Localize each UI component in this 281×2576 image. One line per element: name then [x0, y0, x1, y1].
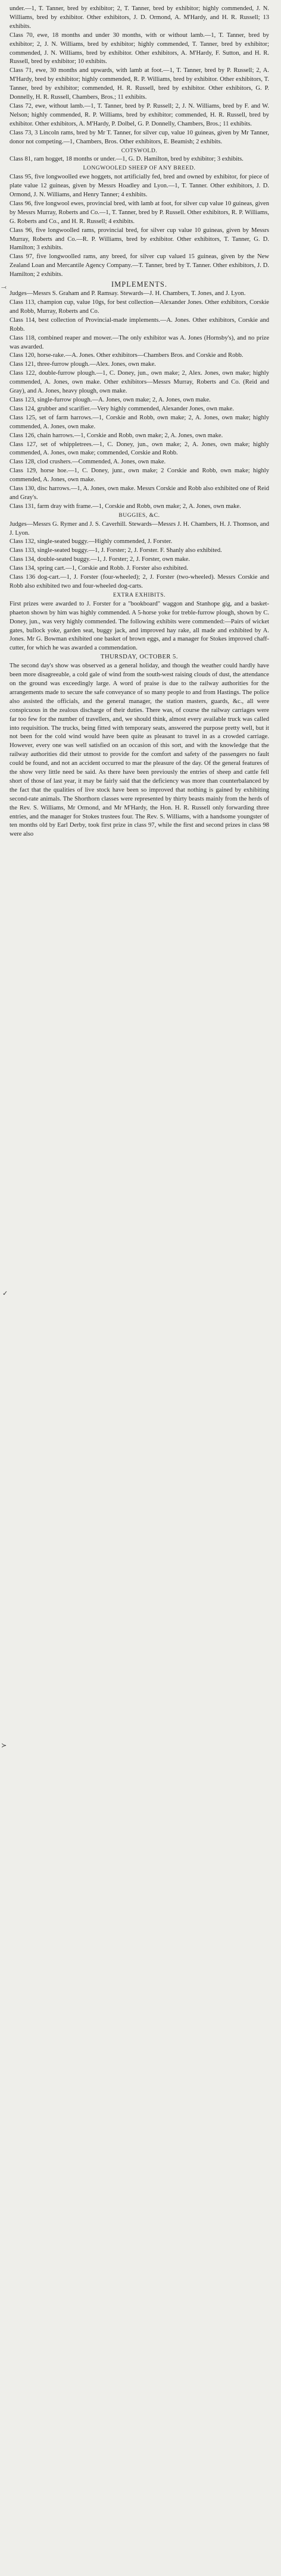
section-heading: THURSDAY, OCTOBER 5. [101, 654, 178, 661]
paragraph: Class 134, spring cart.—1, Corskie and Robb. J. Forster also exhibited. [10, 565, 188, 572]
margin-mark: ✓ [2, 1289, 8, 1297]
paragraph: Class 113, champion cup, value 10gs, for best collection—Alexander Jones. Other exhibitors, Corskie and Robb, Murray, Roberts and Co. [10, 299, 269, 315]
paragraph: Class 122, double-furrow plough.—1, C. Doney, jun., own make; 2, Alex. Jones, own make; highly commended, A. Jones, own make. Other exhibitors—Messrs Murray, Roberts and Co. (Reid and Gray), and A. Jones, heavy plough, own make. [10, 370, 269, 395]
paragraph: Class 96, five longwoolled rams, provincial bred, for silver cup value 10 guineas, given by Messrs Murray, Roberts and Co.—R. P. Williams, bred by exhibitor. Other exhibitors, T. Tanner, G. D. Hamilton; 3 exhibits. [10, 227, 269, 252]
paragraph: Class 128, clod crushers.—Commended, A. Jones, own make. [10, 459, 166, 466]
paragraph: Class 95, five longwoolled ewe hoggets, not artificially fed, bred and owned by exhibitor, for piece of plate value 12 guineas, given by Messrs Hoadley and Lyon.—1, T. Tanner. Other exhibitors, J. D. Ormond, J. N. Williams, and Henry Tanner; 4 exhibits. [10, 174, 269, 199]
paragraph: Class 125, set of farm harrows.—1, Corskie and Robb, own make; 2, A. Jones, own make; highly commended, A. Jones, own make. [10, 414, 269, 430]
paragraph: Class 96, five longwool ewes, provincial bred, with lamb at foot, for silver cup value 10 guineas, given by Messrs Murray, Roberts and Co.—1, T. Tanner, bred by P. Russell. Other exhibitors, R. P. Williams, G. Roberts and Co., and H. R. Russell; 4 exhibits. [10, 200, 269, 225]
paragraph: Class 134, double-seated buggy.—1, J. Forster; 2, J. Forster, own make. [10, 556, 190, 563]
paragraph: First prizes were awarded to J. Forster for a "bookboard" waggon and Stanhope gig, and a basket-phaeton shown by him was highly commended. A 5-horse yoke for treble-furrow plough, shown by C. Doney, jun., was very highly commended. The following exhibits were commended:—Pairs of wicket gates, bullock yoke, garden seat, buggy jack, and improved hay rake, all made and exhibited by A. Jones. Mr G. Bowman exhibited one basket of brown eggs, and a manager for Stokes improved chaff-cutter, for which he was awarded a commendation. [10, 600, 269, 652]
paragraph: Class 127, set of whippletrees.—1, C. Doney, jun., own make; 2, A. Jones, own make; highly commended, A. Jones, own make; commended, Corskie and Robb. [10, 441, 269, 457]
paragraph: Class 132, single-seated buggy.—Highly commended, J. Forster. [10, 538, 173, 545]
paragraph: Judges—Messrs G. Rymer and J. S. Caverhill. Stewards—Messrs J. H. Chambers, H. J. Thomson, and J. Lyon. [10, 520, 269, 536]
article-column [10, 5, 269, 2571]
paragraph: Class 126, chain harrows.—1, Corskie and Robb, own make; 2, A. Jones, own make. [10, 432, 223, 439]
paragraph: Class 97, five longwoolled rams, any breed, for silver cup valued 15 guineas, given by the New Zealand Loan and Mercantile Agency Company.—T. Tanner, bred by T. Tanner. Other exhibitors, J. D. Hamilton; 2 exhibits. [10, 253, 269, 278]
margin-mark: ≻ [1, 1742, 7, 1749]
paragraph: The second day's show was observed as a general holiday, and though the weather could hardly have been more disagreeable, a cold gale of wind from the south-west raising clouds of dust, the attendance on the ground was exceedingly large. A word of praise is due to the railway authorities for the arrangements made to secure the safe conveyance of so many people to and from Hastings. The police also assisted the officials, and the general manager, the station masters, guards, &c., all were conspicuous in the zealous discharge of their duties. There was, of course the railway carriages were far too few for the number of travellers, and, we should think, almost every available truck was called into requisition. The trucks, being fitted with temporary seats, answered the purpose pretty well, but it not been for the cold wind would have been quite as pleasant to travel in as a crowded carriage. However, every one was well satisfied on an occasion of this sort, and with the knowledge that the railway authorities did their utmost to provide for the comfort and safety of the passengers no fault could be found, and not an accident occurred to mar the pleasure of the day. Of the general features of the show very little need be said. As there have been previously the entries of sheep and cattle fell short of those of last year, it may be fairly said that the deficiency was more than counterbalanced by the fact that the qualities of live stock have been so improved that nothing is gained by exhibiting second-rate animals. The Shorthorn classes were represented by thirty beasts mainly from the herds of the Rev. S. Williams, Mr Ormond, and Mr M'Hardy, the Hon. H. R. Russell only forwarding three entries, and the manager for Stokes trustees four. The Rev. S. Williams, with a handsome youngster of ten months old by Earl Derby, took first prize in class 97, while the first and second prizes in class 98 were also [10, 663, 269, 838]
paragraph: under.—1, T. Tanner, bred by exhibitor; 2, T. Tanner, bred by exhibitor; highly commended, J. N. Williams, bred by exhibitor. Other exhibitors, J. D. Ormond, A. M'Hardy, and H. R. Russell; 13 exhibits. [10, 5, 269, 30]
paragraph: Class 123, single-furrow plough.—A. Jones, own make; 2, A. Jones, own make. [10, 396, 211, 403]
paragraph: Class 124, grubber and scarifier.—Very highly commended, Alexander Jones, own make. [10, 405, 234, 412]
paragraph: Class 133, single-seated buggy.—1, J. Forster; 2, J. Forster. F. Shanly also exhibited. [10, 547, 222, 554]
paragraph: Class 70, ewe, 18 months and under 30 months, with or without lamb.—1, T. Tanner, bred by exhibitor; 2, J. N. Williams, bred by exhibitor; highly commended, T. Tanner, bred by exhibitor; commended, J. N. Williams, bred by exhibitor. Other exhibitors, A. M'Hardy, F. Sutton, and H. R. Russell, bred by exhibitor; 10 exhibits. [10, 32, 269, 65]
paragraph: Class 120, horse-rake.—A. Jones. Other exhibitors—Chambers Bros. and Corskie and Robb. [10, 352, 243, 359]
paragraph: Class 114, best collection of Provincial-made implements.—A. Jones. Other exhibitors, Corskie and Robb. [10, 316, 269, 332]
paragraph: Class 118, combined reaper and mower.—The only exhibitor was A. Jones (Hornsby's), and no prize was awarded. [10, 334, 269, 350]
section-heading: LONGWOOLED SHEEP OF ANY BREED. [83, 165, 196, 172]
paragraph: Class 131, farm dray with frame.—1, Corskie and Robb, own make; 2, A. Jones, own make. [10, 503, 241, 510]
paragraph: Class 72, ewe, without lamb.—1, T. Tanner, bred by P. Russell; 2, J. N. Williams, bred by F. and W. Nelson; highly commended, R. P. Williams, bred by exhibitor; commended, H. R. Russell, bred by exhibitor. Other exhibitors, A. M'Hardy, P. Dolbel, G. P. Donnelly, Chambers, Bros.; 11 exhibits. [10, 102, 269, 127]
section-heading: IMPLEMENTS. [111, 280, 167, 289]
paragraph: Class 130, disc harrows.—1, A. Jones, own make. Messrs Corskie and Robb also exhibited one of Reid and Gray's. [10, 485, 269, 501]
paragraph: Class 129, horse hoe.—1, C. Doney, junr., own make; 2 Corskie and Robb, own make; highly commended, A. Jones, own make. [10, 467, 269, 484]
paragraph: Class 81, ram hogget, 18 months or under.—1, G. D. Hamilton, bred by exhibitor; 3 exhibits. [10, 156, 243, 163]
section-heading: COTSWOLD. [121, 148, 158, 154]
margin-mark: ⤙ [1, 283, 7, 291]
paragraph: Class 73, 3 Lincoln rams, bred by Mr T. Tanner, for silver cup, value 10 guineas, given by Mr Tanner, donor not competing.—1, Chambers, Bros. Other exhibitors, E. Beamish; 2 exhibits. [10, 129, 269, 145]
paragraph: Class 71, ewe, 30 months and upwards, with lamb at foot.—1, T. Tanner, bred by P. Russell; 2, A. M'Hardy, bred by exhibitor; highly commended, R. P. Williams, bred by exhibitor. Other exhibitors, T. Tanner, bred by exhibitor; commended, H. R. Russell, bred by exhibitor. Other exhibitors, G. P. Donnelly, H. R. Russell, Chambers, Bros.; 11 exhibits. [10, 67, 269, 101]
paragraph: Class 121, three-furrow plough.—Alex. Jones, own make. [10, 361, 156, 368]
section-heading: BUGGIES, &C. [118, 512, 160, 519]
paragraph: Judges—Messrs S. Graham and P. Ramsay. Stewards—J. H. Chambers, T. Jones, and J. Lyon. [10, 290, 246, 297]
section-heading: EXTRA EXHIBITS. [113, 592, 166, 598]
paragraph: Class 136 dog-cart.—1, J. Forster (four-wheeled); 2, J. Forster (two-wheeled). Messrs Corskie and Robb also exhibited two and four-wheeled dog-carts. [10, 574, 269, 589]
